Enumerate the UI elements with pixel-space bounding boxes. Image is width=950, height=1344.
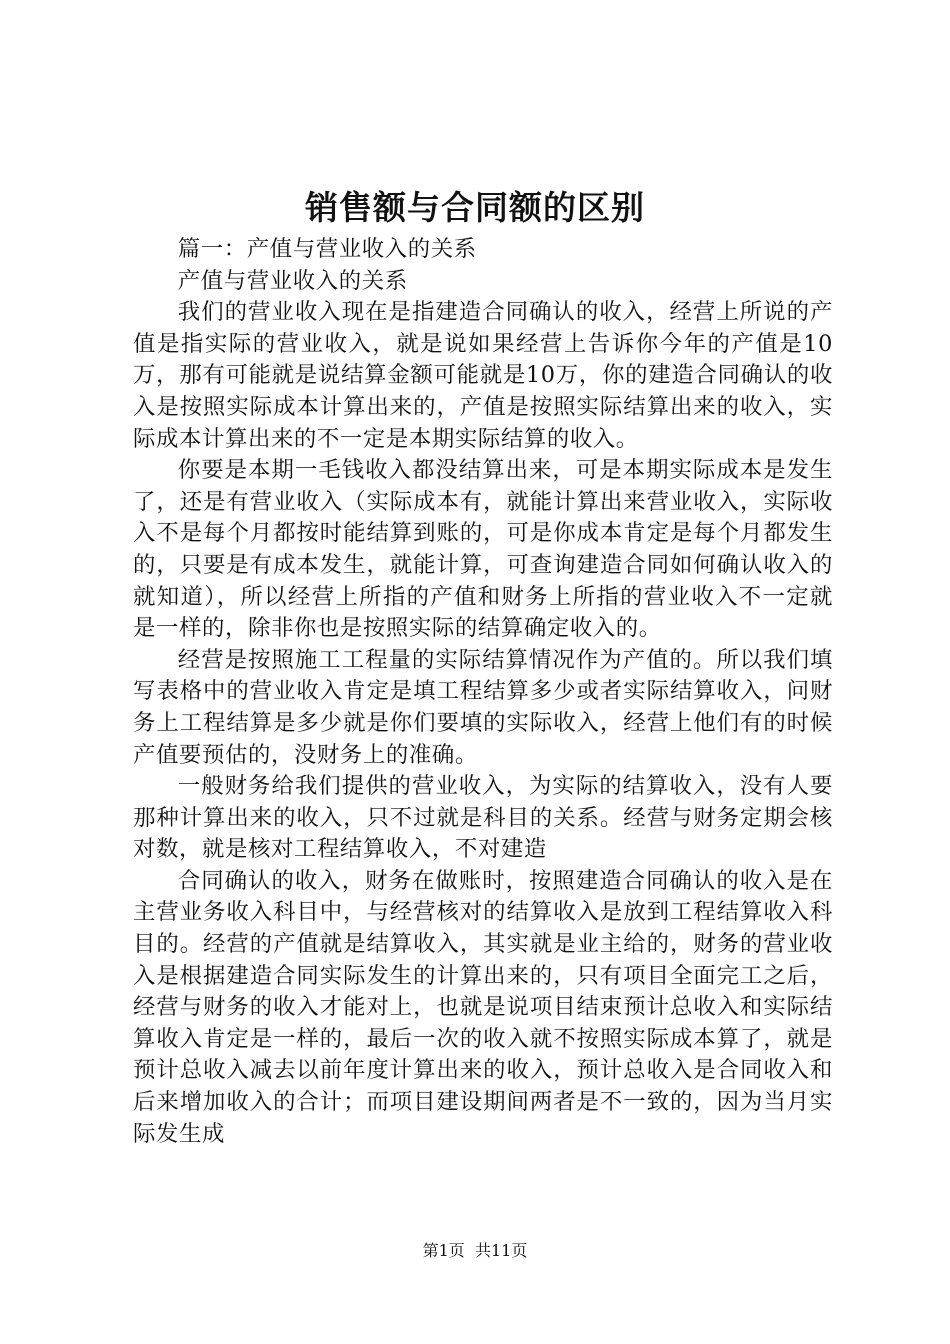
page-total: 共11页 <box>474 1241 528 1260</box>
page-number: 第1页 <box>422 1241 465 1260</box>
document-body <box>133 234 833 1150</box>
paragraph: 一般财务给我们提供的营业收入，为实际的结算收入，没有人要那种计算出来的收入，只不过就是科目的关系。经营与财务定期会核对数，就是核对工程结算收入，不对建造 <box>133 773 833 863</box>
page-footer <box>0 1240 950 1262</box>
paragraph: 我们的营业收入现在是指建造合同确认的收入，经营上所说的产值是指实际的营业收入，就是说如果经营上告诉你今年的产值是10万，那有可能就是说结算金额可能就是10万，你的建造合同确认的收入是按照实际成本计算出来的，产值是按照实际结算出来的收入，实际成本计算出来的不一定是本期实际结算的收入。 <box>133 299 833 452</box>
document-title: 销售额与合同额的区别 <box>305 188 645 227</box>
paragraph-section-heading: 篇一：产值与营业收入的关系 <box>177 236 477 262</box>
paragraph: 合同确认的收入，财务在做账时，按照建造合同确认的收入是在主营业务收入科目中，与经营核对的结算收入是放到工程结算收入科目的。经营的产值就是结算收入，其实就是业主给的，财务的营业收入是根据建造合同实际发生的计算出来的，只有项目全面完工之后，经营与财务的收入才能对上，也就是说项目结束预计总收入和实际结算收入肯定是一样的，最后一次的收入就不按照实际成本算了，就是预计总收入减去以前年度计算出来的收入，预计总收入是合同收入和后来增加收入的合计；而项目建设期间两者是不一致的，因为当月实际发生成 <box>133 867 833 1147</box>
paragraph: 你要是本期一毛钱收入都没结算出来，可是本期实际成本是发生了，还是有营业收入（实际成本有，就能计算出来营业收入，实际收入不是每个月都按时能结算到账的，可是你成本肯定是每个月都发生的，只要是有成本发生，就能计算，可查询建造合同如何确认收入的就知道），所以经营上所指的产值和财务上所指的营业收入不一定就是一样的，除非你也是按照实际的结算确定收入的。 <box>133 457 833 642</box>
paragraph: 经营是按照施工工程量的实际结算情况作为产值的。所以我们填写表格中的营业收入肯定是填工程结算多少或者实际结算收入，问财务上工程结算是多少就是你们要填的实际收入，经营上他们有的时候产值要预估的，没财务上的准确。 <box>133 646 833 768</box>
paragraph-subheading: 产值与营业收入的关系 <box>177 267 408 294</box>
